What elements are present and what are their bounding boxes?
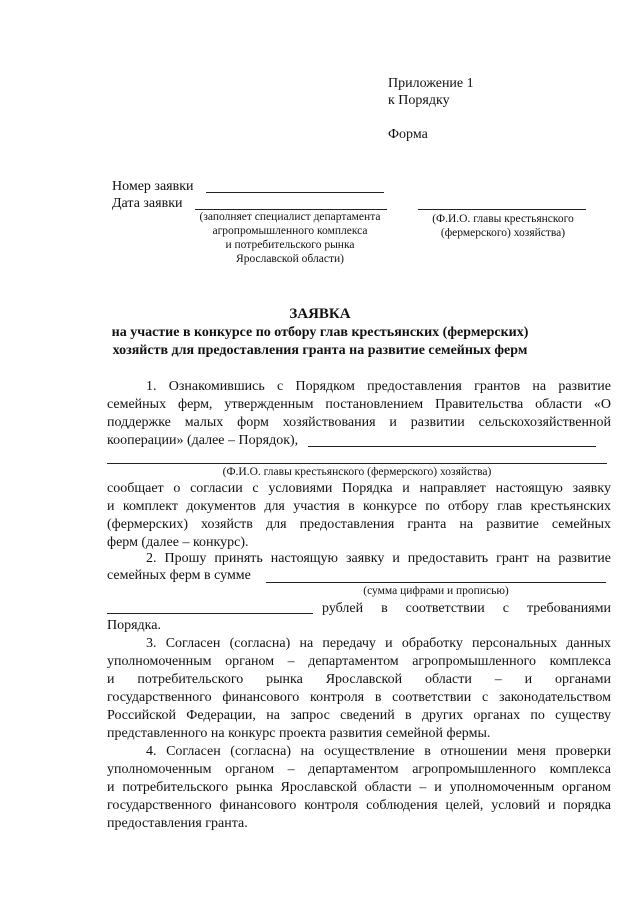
app-date-label: Дата заявки [112, 196, 183, 211]
p1-line-2: семейных ферм, утвержденным постановлением Правительства области «О [107, 397, 611, 412]
p1-inline-line [308, 446, 596, 447]
p3-line-4: государственного финансового контроля в соответствии с законодательством [107, 690, 611, 705]
p2-line-2: семейных ферм в сумме [107, 568, 251, 583]
specialist-note: (заполняет специалист департамента агропромышленного комплекса и потребительского рынка Ярославской области) [199, 211, 381, 265]
p4-line-4: государственного финансового контроля соблюдения целей, условий и порядка [107, 798, 611, 813]
document-subtitle-2: хозяйств для предоставления гранта на развитие семейных ферм [112, 343, 528, 358]
p4-line-1: 4. Согласен (согласна) на осуществление в отношении меня проверки [146, 744, 611, 759]
p2-sum-line [266, 582, 606, 583]
p3-line-2: уполномоченным органом – департаментом агропромышленного комплекса [107, 654, 611, 669]
p1b-line-1: сообщает о согласии с условиями Порядка и направляет настоящую заявку [107, 481, 611, 496]
p2-line-1: 2. Прошу принять настоящую заявку и предоставить грант на развитие [146, 551, 611, 566]
p2-caption: (сумма цифрами и прописью) [363, 585, 509, 597]
p2-sum-line-2 [107, 613, 313, 614]
p1b-line-3: (фермерских) хозяйств для предоставления гранта на развитие семейных [107, 517, 611, 532]
p1-name-line [107, 463, 607, 464]
form-label: Форма [388, 127, 428, 142]
p4-line-2: уполномоченным органом – департаментом агропромышленного комплекса [107, 762, 611, 777]
p3-line-1: 3. Согласен (согласна) на передачу и обработку персональных данных [146, 636, 611, 651]
p3-line-3: и потребительского рынка Ярославской области – и органами [107, 672, 611, 687]
p4-line-3: и потребительского рынка Ярославской области – и уполномоченным органом [107, 780, 611, 795]
head-name-note: (Ф.И.О. главы крестьянского (фермерского) хозяйства) [432, 213, 574, 239]
p3-line-6: представленного на конкурс проекта развития семейной фермы. [107, 726, 491, 741]
p1-line-1: 1. Ознакомившись с Порядком предоставления грантов на развитие [146, 379, 611, 394]
app-number-line [206, 192, 384, 193]
p2-end: Порядка. [107, 618, 161, 633]
p1b-line-4: ферм (далее – конкурс). [107, 535, 249, 550]
p1-line-4: кооперации» (далее – Порядок), [107, 433, 299, 448]
document-subtitle-1: на участие в конкурсе по отбору глав крестьянских (фермерских) [111, 325, 529, 340]
p1-line-3: поддержке малых форм хозяйствования и развитии сельскохозяйственной [107, 415, 611, 430]
p4-line-5: предоставления гранта. [107, 816, 248, 831]
to-order-label: к Порядку [388, 93, 450, 108]
head-name-line [418, 209, 586, 210]
appendix-label: Приложение 1 [388, 76, 474, 91]
p1-caption: (Ф.И.О. главы крестьянского (фермерского) хозяйства) [222, 466, 492, 478]
app-number-label: Номер заявки [112, 179, 194, 194]
p1b-line-2: и комплект документов для участия в конкурсе по отбору глав крестьянских [107, 499, 611, 514]
p2-rubles: рублей в соответствии с требованиями [322, 601, 611, 616]
document-title: ЗАЯВКА [289, 306, 351, 322]
p3-line-5: Российской Федерации, на запрос сведений в других органах по существу [107, 708, 611, 723]
